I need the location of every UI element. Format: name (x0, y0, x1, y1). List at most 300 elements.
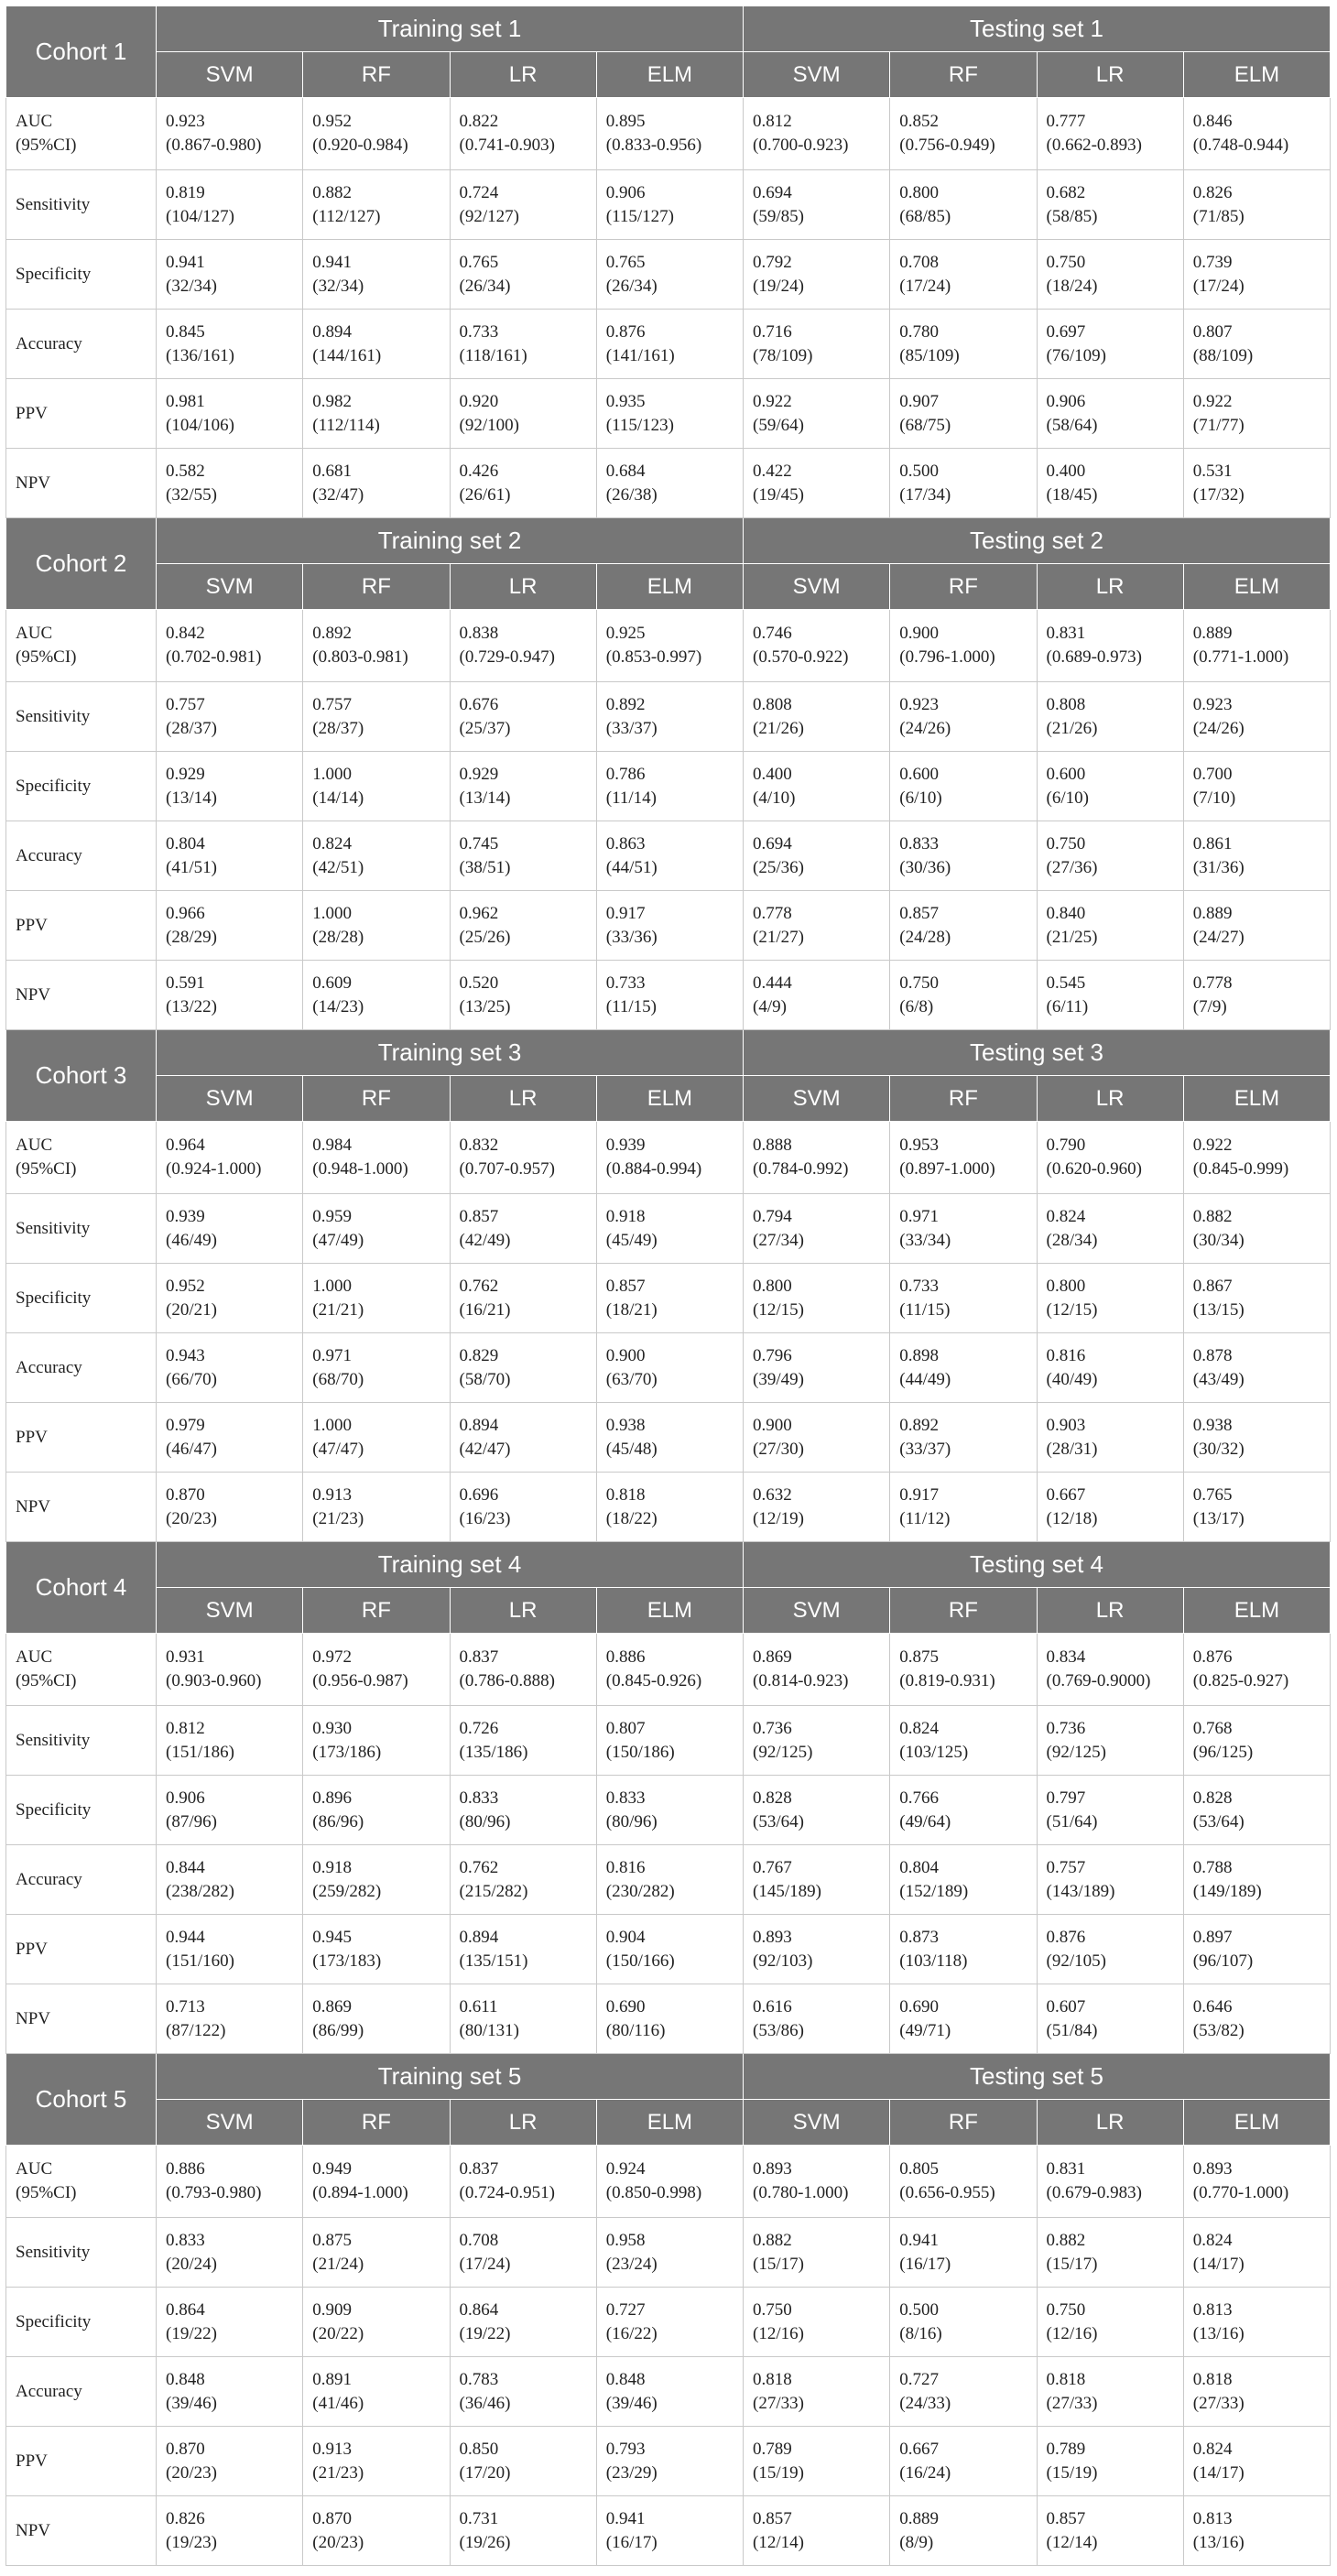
value-detail: (13/16) (1192, 2323, 1245, 2343)
table-row (6, 1915, 1331, 1984)
value-cell (157, 240, 303, 310)
value-detail: (58/70) (459, 1369, 511, 1389)
value-main: 0.833 (166, 2230, 205, 2250)
value-detail: (68/85) (899, 206, 951, 226)
value-main: 0.804 (166, 833, 205, 853)
value-main: 0.826 (166, 2508, 205, 2528)
value-cell (744, 891, 890, 961)
value-detail: (32/34) (166, 276, 217, 296)
value-cell (450, 1634, 596, 1706)
metric-label-line: PPV (16, 2451, 48, 2471)
value-cell (157, 1706, 303, 1776)
value-detail: (0.793-0.980) (166, 2183, 262, 2202)
metric-label (6, 2427, 157, 2496)
value-main: 0.765 (1192, 1484, 1233, 1505)
value-cell (1183, 752, 1330, 821)
table-row (6, 310, 1331, 379)
value-cell (596, 610, 743, 682)
value-cell (450, 2496, 596, 2566)
cohort-label: Cohort 2 (6, 518, 157, 610)
metric-label (6, 1776, 157, 1845)
value-detail: (26/61) (459, 484, 511, 505)
value-detail: (26/34) (605, 276, 658, 296)
value-cell (744, 1634, 890, 1706)
value-main: 0.822 (459, 112, 499, 131)
value-main: 0.793 (605, 2439, 646, 2459)
value-main: 0.777 (1046, 112, 1086, 131)
value-cell (1183, 1473, 1330, 1542)
value-cell (890, 1634, 1037, 1706)
value-detail: (17/32) (1192, 484, 1245, 505)
value-detail: (86/99) (312, 2020, 364, 2040)
value-cell (1037, 310, 1183, 379)
value-detail: (25/36) (753, 857, 804, 877)
value-main: 0.500 (899, 461, 939, 481)
value-main: 0.906 (166, 1788, 205, 1808)
value-main: 0.837 (459, 1647, 499, 1667)
testing-set-label: Testing set 3 (744, 1030, 1331, 1076)
value-main: 0.788 (1192, 1857, 1233, 1877)
value-main: 0.778 (1192, 973, 1233, 993)
value-detail: (0.903-0.960) (166, 1671, 262, 1690)
value-cell (1037, 821, 1183, 891)
value-detail: (63/70) (605, 1369, 658, 1389)
metric-label (6, 1403, 157, 1473)
value-detail: (0.656-0.955) (899, 2183, 995, 2202)
value-cell (744, 821, 890, 891)
value-detail: (24/28) (899, 927, 951, 947)
value-detail: (58/85) (1046, 206, 1098, 226)
value-cell (157, 682, 303, 752)
value-cell (1183, 2357, 1330, 2427)
value-main: 0.700 (1192, 764, 1233, 784)
value-detail: (27/33) (1046, 2393, 1098, 2413)
value-main: 0.873 (899, 1927, 939, 1947)
value-main: 0.913 (312, 2439, 352, 2459)
value-detail: (71/85) (1192, 206, 1245, 226)
metric-label-line: PPV (16, 1427, 48, 1447)
value-detail: (104/127) (166, 206, 234, 226)
value-main: 0.838 (459, 624, 499, 643)
value-cell (744, 240, 890, 310)
value-main: 0.848 (166, 2369, 205, 2389)
value-detail: (0.850-0.998) (605, 2183, 702, 2202)
value-main: 0.667 (1046, 1484, 1086, 1505)
value-detail: (173/186) (312, 1742, 382, 1762)
value-cell (1037, 1264, 1183, 1333)
value-cell (450, 1776, 596, 1845)
value-cell (1183, 1776, 1330, 1845)
value-detail: (112/127) (312, 206, 381, 226)
value-main: 0.850 (459, 2439, 499, 2459)
value-detail: (15/17) (1046, 2254, 1098, 2274)
value-cell (450, 2427, 596, 2496)
table-row (6, 98, 1331, 170)
value-main: 0.727 (605, 2299, 646, 2320)
value-detail: (11/15) (899, 1299, 951, 1320)
value-detail: (24/33) (899, 2393, 951, 2413)
value-main: 0.727 (899, 2369, 939, 2389)
value-main: 0.765 (459, 252, 499, 272)
value-cell (157, 1194, 303, 1264)
model-header-lr: LR (1037, 564, 1183, 610)
value-cell (744, 2496, 890, 2566)
value-main: 0.444 (753, 973, 792, 993)
value-detail: (21/23) (312, 2462, 364, 2483)
value-detail: (92/103) (753, 1951, 813, 1971)
value-detail: (24/26) (899, 718, 951, 738)
value-cell (1183, 1984, 1330, 2054)
value-cell (890, 310, 1037, 379)
value-detail: (141/161) (605, 345, 675, 365)
value-main: 0.923 (899, 694, 939, 714)
value-cell (1183, 1403, 1330, 1473)
metric-label-line: (95%CI) (16, 136, 77, 155)
model-header-row (6, 1588, 1331, 1634)
value-cell (744, 1984, 890, 2054)
value-cell (303, 2427, 450, 2496)
value-main: 0.667 (899, 2439, 939, 2459)
value-detail: (173/183) (312, 1951, 382, 1971)
value-main: 0.870 (166, 2439, 205, 2459)
value-detail: (53/82) (1192, 2020, 1245, 2040)
value-detail: (28/37) (166, 718, 217, 738)
value-detail: (45/48) (605, 1439, 658, 1459)
value-main: 1.000 (312, 1415, 352, 1435)
value-main: 0.898 (899, 1345, 939, 1365)
table-row (6, 1403, 1331, 1473)
table-row (6, 379, 1331, 449)
value-main: 0.790 (1046, 1136, 1086, 1155)
value-detail: (25/37) (459, 718, 511, 738)
value-cell (157, 961, 303, 1030)
cohort-header-row (6, 518, 1331, 564)
value-detail: (14/17) (1192, 2254, 1245, 2274)
value-main: 0.800 (899, 182, 939, 202)
value-cell (596, 1333, 743, 1403)
metric-label-line: PPV (16, 403, 48, 423)
value-detail: (96/125) (1192, 1742, 1254, 1762)
value-detail: (85/109) (899, 345, 960, 365)
value-detail: (12/15) (753, 1299, 804, 1320)
value-detail: (149/189) (1192, 1881, 1262, 1901)
metric-label (6, 1915, 157, 1984)
value-detail: (21/25) (1046, 927, 1098, 947)
value-cell (450, 1473, 596, 1542)
value-cell (596, 1473, 743, 1542)
value-detail: (28/37) (312, 718, 364, 738)
value-main: 0.828 (753, 1788, 792, 1808)
value-cell (744, 98, 890, 170)
value-cell (1037, 1915, 1183, 1984)
value-main: 0.824 (1192, 2230, 1233, 2250)
value-main: 0.943 (166, 1345, 205, 1365)
metric-label-line: Specificity (16, 2311, 92, 2331)
value-detail: (0.729-0.947) (459, 647, 555, 667)
value-cell (596, 1776, 743, 1845)
value-detail: (71/77) (1192, 415, 1245, 435)
value-cell (450, 610, 596, 682)
model-header-svm: SVM (744, 1076, 890, 1122)
model-header-svm: SVM (157, 1588, 303, 1634)
value-main: 0.959 (312, 1206, 352, 1226)
value-cell (1183, 1634, 1330, 1706)
value-cell (157, 1634, 303, 1706)
metric-label (6, 682, 157, 752)
metric-label (6, 961, 157, 1030)
value-main: 0.867 (1192, 1276, 1233, 1296)
metric-label-line: AUC (16, 2159, 53, 2179)
value-cell (596, 2427, 743, 2496)
value-detail: (12/16) (753, 2323, 804, 2343)
value-detail: (78/109) (753, 345, 813, 365)
value-detail: (13/22) (166, 996, 217, 1016)
value-cell (1037, 379, 1183, 449)
value-main: 0.848 (605, 2369, 646, 2389)
value-main: 0.900 (899, 624, 939, 643)
value-main: 0.750 (899, 973, 939, 993)
value-detail: (0.700-0.923) (753, 136, 849, 155)
metric-label-line: NPV (16, 984, 51, 1005)
value-detail: (46/47) (166, 1439, 217, 1459)
training-set-label: Training set 1 (157, 6, 744, 52)
table-row (6, 961, 1331, 1030)
value-main: 0.923 (1192, 694, 1233, 714)
value-cell (1037, 891, 1183, 961)
value-main: 0.864 (166, 2299, 205, 2320)
value-detail: (12/14) (753, 2532, 804, 2552)
value-detail: (16/23) (459, 1508, 511, 1528)
value-main: 0.690 (899, 1996, 939, 2016)
value-cell (157, 610, 303, 682)
value-cell (303, 98, 450, 170)
value-main: 0.682 (1046, 182, 1086, 202)
value-main: 0.426 (459, 461, 499, 481)
model-header-rf: RF (890, 52, 1037, 98)
cohort-label: Cohort 5 (6, 2054, 157, 2146)
value-detail: (33/37) (899, 1439, 951, 1459)
value-detail: (24/26) (1192, 718, 1245, 738)
value-cell (596, 1194, 743, 1264)
value-detail: (16/21) (459, 1299, 511, 1320)
metric-label (6, 1634, 157, 1706)
value-main: 0.726 (459, 1718, 499, 1738)
value-cell (1183, 2218, 1330, 2288)
value-cell (1183, 1264, 1330, 1333)
metric-label-line: Specificity (16, 1288, 92, 1308)
value-cell (157, 2218, 303, 2288)
value-detail: (11/12) (899, 1508, 951, 1528)
value-cell (890, 1473, 1037, 1542)
model-header-rf: RF (303, 2100, 450, 2146)
value-detail: (27/33) (753, 2393, 804, 2413)
table-row (6, 1194, 1331, 1264)
value-main: 0.857 (899, 903, 939, 923)
value-main: 0.837 (459, 2159, 499, 2179)
value-cell (303, 310, 450, 379)
value-main: 0.750 (1046, 833, 1086, 853)
value-cell (1183, 821, 1330, 891)
value-detail: (27/34) (753, 1230, 804, 1250)
value-main: 0.864 (459, 2299, 499, 2320)
value-cell (1037, 1845, 1183, 1915)
training-set-label: Training set 2 (157, 518, 744, 564)
value-detail: (7/10) (1192, 788, 1236, 808)
value-detail: (0.845-0.926) (605, 1671, 702, 1690)
value-main: 0.767 (753, 1857, 792, 1877)
value-main: 0.812 (753, 112, 792, 131)
metric-label-line: NPV (16, 473, 51, 493)
value-main: 0.906 (605, 182, 646, 202)
value-main: 0.808 (1046, 694, 1086, 714)
value-detail: (112/114) (312, 415, 380, 435)
value-main: 0.918 (312, 1857, 352, 1877)
value-detail: (150/186) (605, 1742, 675, 1762)
value-main: 0.875 (312, 2230, 352, 2250)
value-cell (596, 891, 743, 961)
value-detail: (27/36) (1046, 857, 1098, 877)
value-cell (890, 1403, 1037, 1473)
value-main: 0.833 (459, 1788, 499, 1808)
value-main: 0.889 (1192, 624, 1233, 643)
value-main: 0.796 (753, 1345, 792, 1365)
value-main: 0.731 (459, 2508, 499, 2528)
value-cell (450, 2218, 596, 2288)
value-cell (157, 1264, 303, 1333)
value-cell (450, 961, 596, 1030)
table-row (6, 2427, 1331, 2496)
value-main: 0.896 (312, 1788, 352, 1808)
value-main: 0.766 (899, 1788, 939, 1808)
value-detail: (21/27) (753, 927, 804, 947)
value-detail: (31/36) (1192, 857, 1245, 877)
value-cell (1037, 2288, 1183, 2357)
value-detail: (0.897-1.000) (899, 1159, 995, 1179)
value-detail: (11/14) (605, 788, 657, 808)
value-detail: (15/17) (753, 2254, 804, 2274)
value-cell (596, 310, 743, 379)
value-detail: (13/16) (1192, 2532, 1245, 2552)
value-detail: (0.748-0.944) (1192, 136, 1289, 155)
value-main: 0.922 (1192, 391, 1233, 411)
testing-set-label: Testing set 5 (744, 2054, 1331, 2100)
metric-label-line: (95%CI) (16, 1671, 77, 1690)
value-detail: (20/22) (312, 2323, 364, 2343)
value-detail: (16/17) (899, 2254, 951, 2274)
value-detail: (0.679-0.983) (1046, 2183, 1142, 2202)
value-detail: (45/49) (605, 1230, 658, 1250)
value-main: 0.941 (899, 2230, 939, 2250)
value-cell (450, 891, 596, 961)
value-cell (744, 1845, 890, 1915)
value-main: 0.876 (1046, 1927, 1086, 1947)
value-main: 0.893 (1192, 2159, 1233, 2179)
value-main: 0.833 (899, 833, 939, 853)
value-cell (1037, 170, 1183, 240)
value-detail: (103/118) (899, 1951, 968, 1971)
value-main: 0.697 (1046, 321, 1086, 342)
value-main: 0.971 (312, 1345, 352, 1365)
value-detail: (21/26) (1046, 718, 1098, 738)
value-detail: (39/46) (605, 2393, 658, 2413)
value-main: 0.981 (166, 391, 205, 411)
value-cell (1183, 682, 1330, 752)
value-main: 0.882 (312, 182, 352, 202)
value-detail: (0.884-0.994) (605, 1159, 702, 1179)
value-detail: (0.662-0.893) (1046, 136, 1142, 155)
value-detail: (86/96) (312, 1811, 364, 1831)
value-main: 0.739 (1192, 252, 1233, 272)
model-header-row (6, 2100, 1331, 2146)
value-main: 0.400 (1046, 461, 1086, 481)
metric-label-line: AUC (16, 112, 53, 131)
value-main: 1.000 (312, 764, 352, 784)
value-cell (157, 1984, 303, 2054)
value-detail: (0.770-1.000) (1192, 2183, 1289, 2202)
value-main: 0.829 (459, 1345, 499, 1365)
value-main: 0.889 (1192, 903, 1233, 923)
value-main: 0.696 (459, 1484, 499, 1505)
value-main: 0.935 (605, 391, 646, 411)
value-main: 0.818 (605, 1484, 646, 1505)
metric-label-line: NPV (16, 2520, 51, 2540)
value-cell (890, 1984, 1037, 2054)
value-cell (596, 98, 743, 170)
value-cell (303, 2146, 450, 2218)
value-detail: (4/10) (753, 788, 796, 808)
value-cell (890, 379, 1037, 449)
training-set-label: Training set 5 (157, 2054, 744, 2100)
value-detail: (0.825-0.927) (1192, 1671, 1289, 1690)
value-main: 0.812 (166, 1718, 205, 1738)
value-cell (744, 1776, 890, 1845)
model-header-svm: SVM (744, 52, 890, 98)
value-detail: (11/15) (605, 996, 657, 1016)
metric-label (6, 610, 157, 682)
value-main: 1.000 (312, 903, 352, 923)
cohort-label: Cohort 3 (6, 1030, 157, 1122)
value-main: 0.789 (753, 2439, 792, 2459)
training-set-label: Training set 4 (157, 1542, 744, 1588)
value-cell (744, 2288, 890, 2357)
metric-label (6, 379, 157, 449)
value-cell (1183, 610, 1330, 682)
value-cell (1037, 1403, 1183, 1473)
value-main: 0.870 (166, 1484, 205, 1505)
value-cell (157, 1915, 303, 1984)
value-cell (450, 1915, 596, 1984)
value-detail: (118/161) (459, 345, 527, 365)
value-detail: (46/49) (166, 1230, 217, 1250)
value-main: 0.979 (166, 1415, 205, 1435)
value-cell (596, 170, 743, 240)
metric-label-line: Sensitivity (16, 194, 91, 214)
value-main: 0.819 (166, 182, 205, 202)
value-cell (890, 752, 1037, 821)
model-header-elm: ELM (596, 564, 743, 610)
value-cell (744, 1122, 890, 1194)
value-main: 0.694 (753, 833, 792, 853)
value-cell (450, 170, 596, 240)
value-detail: (53/86) (753, 2020, 804, 2040)
value-main: 0.892 (899, 1415, 939, 1435)
value-cell (1183, 1194, 1330, 1264)
model-header-elm: ELM (596, 1588, 743, 1634)
value-detail: (30/34) (1192, 1230, 1245, 1250)
value-detail: (8/9) (899, 2532, 934, 2552)
value-cell (890, 821, 1037, 891)
value-main: 0.786 (605, 764, 646, 784)
